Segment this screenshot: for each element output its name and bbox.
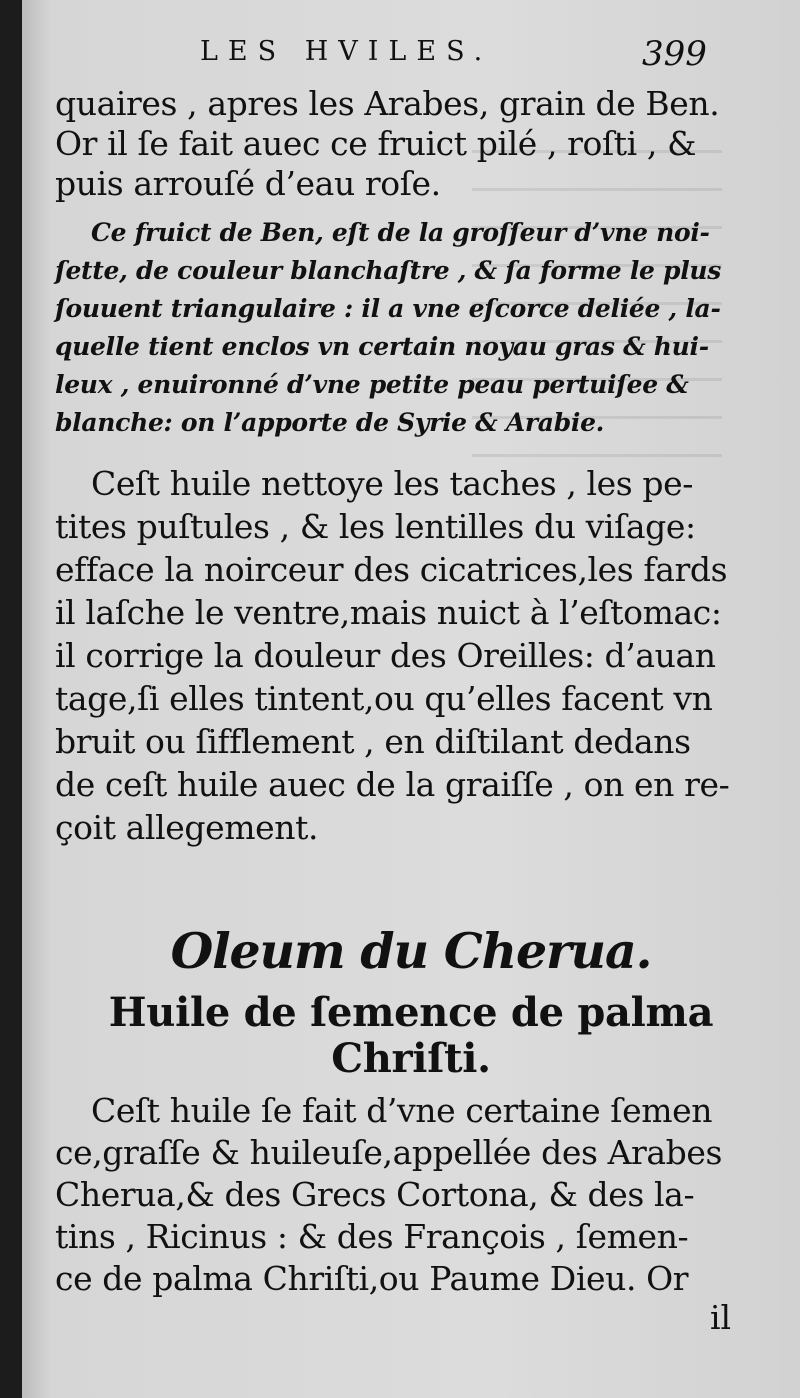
section-title-line: Chriſti. (331, 1035, 491, 1082)
text-line: quelle tient enclos vn certain noyau gras & hui- (55, 332, 709, 361)
paragraph-continuation (55, 84, 745, 204)
text-line: Or il ſe fait auec ce fruict pilé , roſti , & (55, 124, 697, 163)
text-line: quaires , apres les Arabes, grain de Ben. (55, 84, 720, 123)
text-line: leux , enuironné d’vne petite peau pertuiſee & (55, 370, 689, 399)
text-line: tins , Ricinus : & des François , ſemen- (55, 1217, 689, 1256)
virtues-paragraph (55, 462, 745, 849)
text-line: de ceſt huile auec de la graiſſe , on en re- (55, 765, 730, 804)
section-title-line: Huile de ſemence de palma (108, 989, 714, 1036)
running-title: LES HVILES. (200, 36, 493, 67)
page-header (22, 36, 800, 76)
text-line: ſette, de couleur blanchaſtre , & ſa forme le plus (55, 256, 722, 285)
section-title-latin: Oleum du Cherua. (170, 922, 652, 980)
catchword: il (710, 1298, 732, 1337)
text-line: bruit ou ſifflement , en diſtilant dedans (55, 722, 691, 761)
text-line: efface la noirceur des cicatrices,les fards (55, 550, 728, 589)
text-line: tites puſtules , & les lentilles du viſage: (55, 507, 696, 546)
text-line: ſouuent triangulaire : il a vne eſcorce deliée , la- (55, 294, 721, 323)
text-line: puis arrouſé d’eau roſe. (55, 164, 441, 203)
text-line: il laſche le ventre,mais nuict à l’eſtomac: (55, 593, 722, 632)
cherua-paragraph (55, 1090, 745, 1300)
text-line: ce de palma Chriſti,ou Paume Dieu. Or (55, 1259, 689, 1298)
text-line: tage,ſi elles tintent,ou qu’elles facent vn (55, 679, 713, 718)
book-page (22, 0, 800, 1398)
text-line: il corrige la douleur des Oreilles: d’auan (55, 636, 716, 675)
text-line: ce,graſſe & huileuſe,appellée des Arabes (55, 1133, 723, 1172)
text-line: Ceſt huile nettoye les taches , les pe- (91, 464, 694, 503)
text-line: çoit allegement. (55, 808, 319, 847)
page-number: 399 (642, 34, 707, 74)
text-line: Ce fruict de Ben, eſt de la groſſeur d’vne noi- (91, 218, 710, 247)
section-title-french (22, 990, 800, 1082)
text-line: Ceſt huile ſe fait d’vne certaine ſemen (91, 1091, 713, 1130)
text-line: blanche: on l’apporte de Syrie & Arabie. (55, 408, 605, 437)
italic-description-paragraph (55, 214, 745, 442)
text-line: Cherua,& des Grecs Cortona, & des la- (55, 1175, 695, 1214)
